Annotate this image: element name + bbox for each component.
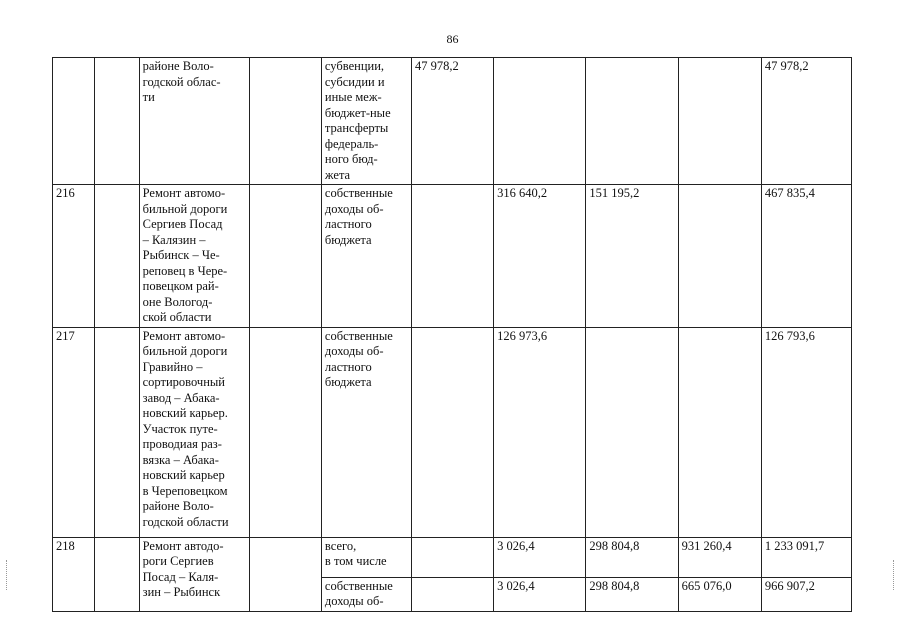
value-cell-2: 126 973,6 — [494, 327, 586, 537]
budget-table — [52, 57, 852, 612]
object-name-cell: Ремонт автомо- бильной дороги Гравийно – сортировочный завод – Абака- новский карьер. Участок путе- проводиая раз- вязка – Абака- новский карьер в Череповецком районе Воло- годской области — [139, 327, 249, 537]
empty-cell — [249, 537, 321, 611]
value-cell-3: 298 804,8 — [586, 577, 678, 611]
table-row — [53, 537, 852, 577]
scan-edge-mark-left — [6, 560, 9, 590]
row-number-cell: 218 — [53, 537, 95, 611]
value-cell-2: 3 026,4 — [494, 577, 586, 611]
total-cell: 1 233 091,7 — [761, 537, 851, 577]
total-cell: 126 793,6 — [761, 327, 851, 537]
value-cell-4: 665 076,0 — [678, 577, 761, 611]
value-cell-2: 3 026,4 — [494, 537, 586, 577]
empty-cell — [94, 58, 139, 185]
total-cell: 47 978,2 — [761, 58, 851, 185]
object-name-cell: Ремонт автомо- бильной дороги Сергиев Посад – Калязин – Рыбинск – Че- реповец в Чере- повецком рай- оне Вологод- ской области — [139, 185, 249, 328]
row-number-cell — [53, 58, 95, 185]
value-cell-2: 316 640,2 — [494, 185, 586, 328]
row-number-cell: 217 — [53, 327, 95, 537]
row-number-cell: 216 — [53, 185, 95, 328]
funding-source-cell: всего, в том числе — [321, 537, 411, 577]
funding-source-cell: собственные доходы об- — [321, 577, 411, 611]
empty-cell — [249, 58, 321, 185]
empty-cell — [94, 537, 139, 611]
funding-source-cell: субвенции, субсидии и иные меж- бюджет-ные трансферты федераль- ного бюд- жета — [321, 58, 411, 185]
empty-cell — [249, 327, 321, 537]
funding-source-cell: собственные доходы об- ластного бюджета — [321, 185, 411, 328]
value-cell-3: 298 804,8 — [586, 537, 678, 577]
empty-cell — [94, 327, 139, 537]
value-cell-3 — [586, 327, 678, 537]
value-cell-4 — [678, 58, 761, 185]
funding-source-cell: собственные доходы об- ластного бюджета — [321, 327, 411, 537]
table-row — [53, 58, 852, 185]
value-cell-1 — [411, 537, 493, 577]
value-cell-1 — [411, 577, 493, 611]
value-cell-4 — [678, 327, 761, 537]
object-name-cell: Ремонт автодо- роги Сергиев Посад – Каля- зин – Рыбинск — [139, 537, 249, 611]
table-row — [53, 327, 852, 537]
total-cell: 966 907,2 — [761, 577, 851, 611]
value-cell-2 — [494, 58, 586, 185]
table-row — [53, 185, 852, 328]
scan-edge-mark-right — [893, 560, 896, 590]
total-cell: 467 835,4 — [761, 185, 851, 328]
empty-cell — [249, 185, 321, 328]
page-number: 86 — [446, 32, 459, 46]
value-cell-3: 151 195,2 — [586, 185, 678, 328]
value-cell-1 — [411, 327, 493, 537]
value-cell-1 — [411, 185, 493, 328]
value-cell-4 — [678, 185, 761, 328]
value-cell-1: 47 978,2 — [411, 58, 493, 185]
value-cell-4: 931 260,4 — [678, 537, 761, 577]
object-name-cell: районе Воло- годской облас- ти — [139, 58, 249, 185]
value-cell-3 — [586, 58, 678, 185]
empty-cell — [94, 185, 139, 328]
